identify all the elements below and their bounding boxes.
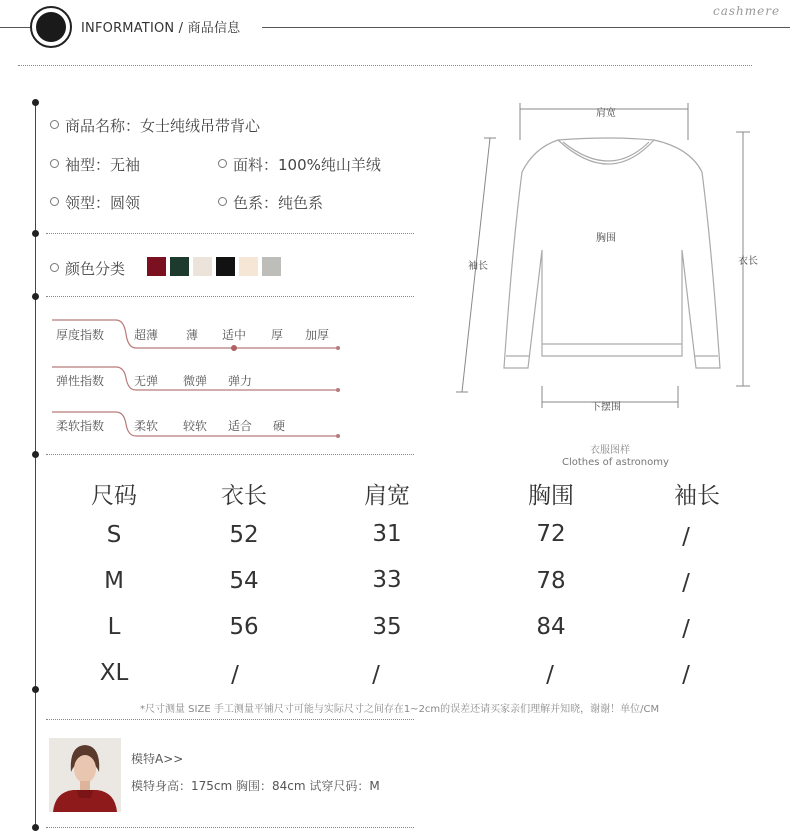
header-rule-left [0, 27, 30, 28]
circle-bullet-icon [50, 159, 59, 168]
divider [46, 827, 414, 828]
info-collar: 领型：圆领 [50, 192, 140, 213]
elasticity-option: 微弹 [183, 374, 208, 388]
softness-option: 较软 [183, 419, 208, 433]
circle-bullet-icon [50, 197, 59, 206]
size-cell: S [106, 522, 122, 548]
rail-bullet [32, 451, 39, 458]
shoulder-label: 肩宽 [596, 108, 616, 119]
sweater-outline [504, 138, 720, 368]
diagram-caption-en: Clothes of astronomy [562, 457, 669, 468]
size-cell: 33 [372, 567, 402, 593]
size-cell: / [682, 616, 690, 642]
logo-icon [36, 12, 66, 42]
softness-option: 硬 [273, 419, 286, 433]
rail-bullet [32, 293, 39, 300]
size-cell: / [546, 662, 554, 688]
size-header: 肩宽 [364, 483, 410, 509]
diagram-caption-cn: 衣服图样 [590, 445, 630, 456]
model-photo [49, 738, 121, 812]
thickness-option: 适中 [222, 328, 247, 342]
size-cell: / [372, 662, 380, 688]
elasticity-option: 无弹 [134, 374, 159, 388]
color-swatch [239, 257, 258, 276]
elasticity-option: 弹力 [228, 374, 253, 388]
divider [46, 296, 414, 297]
circle-bullet-icon [50, 120, 59, 129]
size-cell: 56 [229, 614, 259, 640]
size-cell: / [682, 662, 690, 688]
header-rule-right [262, 27, 790, 28]
rail-bullet [32, 99, 39, 106]
timeline-rail [35, 100, 36, 830]
thickness-option: 薄 [186, 328, 199, 342]
size-cell: XL [99, 660, 129, 686]
circle-bullet-icon [218, 197, 227, 206]
info-color-family: 色系：纯色系 [218, 192, 323, 213]
size-header: 尺码 [91, 483, 137, 509]
size-cell: 78 [536, 568, 566, 594]
info-product-name: 商品名称：女士纯绒吊带背心 [50, 115, 260, 136]
info-sleeve: 袖型：无袖 [50, 154, 140, 175]
model-info: 模特身高：175cm 胸围：84cm 试穿尺码：M [131, 779, 380, 793]
hem-label: 下摆围 [591, 402, 621, 413]
chest-label: 胸围 [596, 233, 616, 244]
section-title: INFORMATION / 商品信息 [81, 21, 241, 36]
elasticity-label: 弹性指数 [56, 374, 105, 388]
size-header: 袖长 [674, 483, 720, 509]
thickness-option: 加厚 [305, 328, 330, 342]
rail-bullet [32, 824, 39, 831]
color-swatch [216, 257, 235, 276]
divider [46, 719, 414, 720]
thickness-marker [231, 345, 237, 351]
size-cell: 35 [372, 614, 402, 640]
size-cell: / [682, 524, 690, 550]
size-cell: / [231, 662, 239, 688]
divider [46, 454, 414, 455]
color-swatch [147, 257, 166, 276]
size-cell: L [107, 614, 121, 640]
size-note: *尺寸测量 SIZE 手工测量平铺尺寸可能与实际尺寸之间存在1~2cm的误差还请买家亲们理解并知晓，谢谢！单位/CM [140, 704, 660, 715]
size-cell: M [104, 568, 124, 594]
color-swatch [262, 257, 281, 276]
sleeve-label: 袖长 [468, 261, 488, 272]
info-fabric: 面料：100%纯山羊绒 [218, 154, 381, 175]
softness-label: 柔软指数 [56, 419, 105, 433]
info-colors: 颜色分类 [50, 258, 125, 279]
size-cell: 31 [372, 521, 402, 547]
circle-bullet-icon [50, 263, 59, 272]
length-label: 衣长 [738, 256, 758, 267]
divider [46, 233, 414, 234]
thickness-option: 厚 [271, 328, 284, 342]
size-cell: / [682, 570, 690, 596]
model-name: 模特A>> [131, 752, 184, 766]
color-swatch [170, 257, 189, 276]
softness-option: 柔软 [134, 419, 159, 433]
size-cell: 84 [536, 614, 566, 640]
size-header: 胸围 [528, 483, 574, 509]
size-header: 衣长 [221, 483, 267, 509]
rail-bullet [32, 686, 39, 693]
circle-bullet-icon [218, 159, 227, 168]
size-cell: 54 [229, 568, 259, 594]
size-cell: 72 [536, 521, 566, 547]
divider [18, 65, 752, 66]
thickness-label: 厚度指数 [56, 328, 105, 342]
model-portrait-icon [49, 738, 121, 812]
softness-option: 适合 [228, 419, 253, 433]
brand-mark: cashmere [713, 4, 781, 18]
color-swatch [193, 257, 212, 276]
thickness-option: 超薄 [134, 328, 159, 342]
rail-bullet [32, 230, 39, 237]
size-cell: 52 [229, 522, 259, 548]
